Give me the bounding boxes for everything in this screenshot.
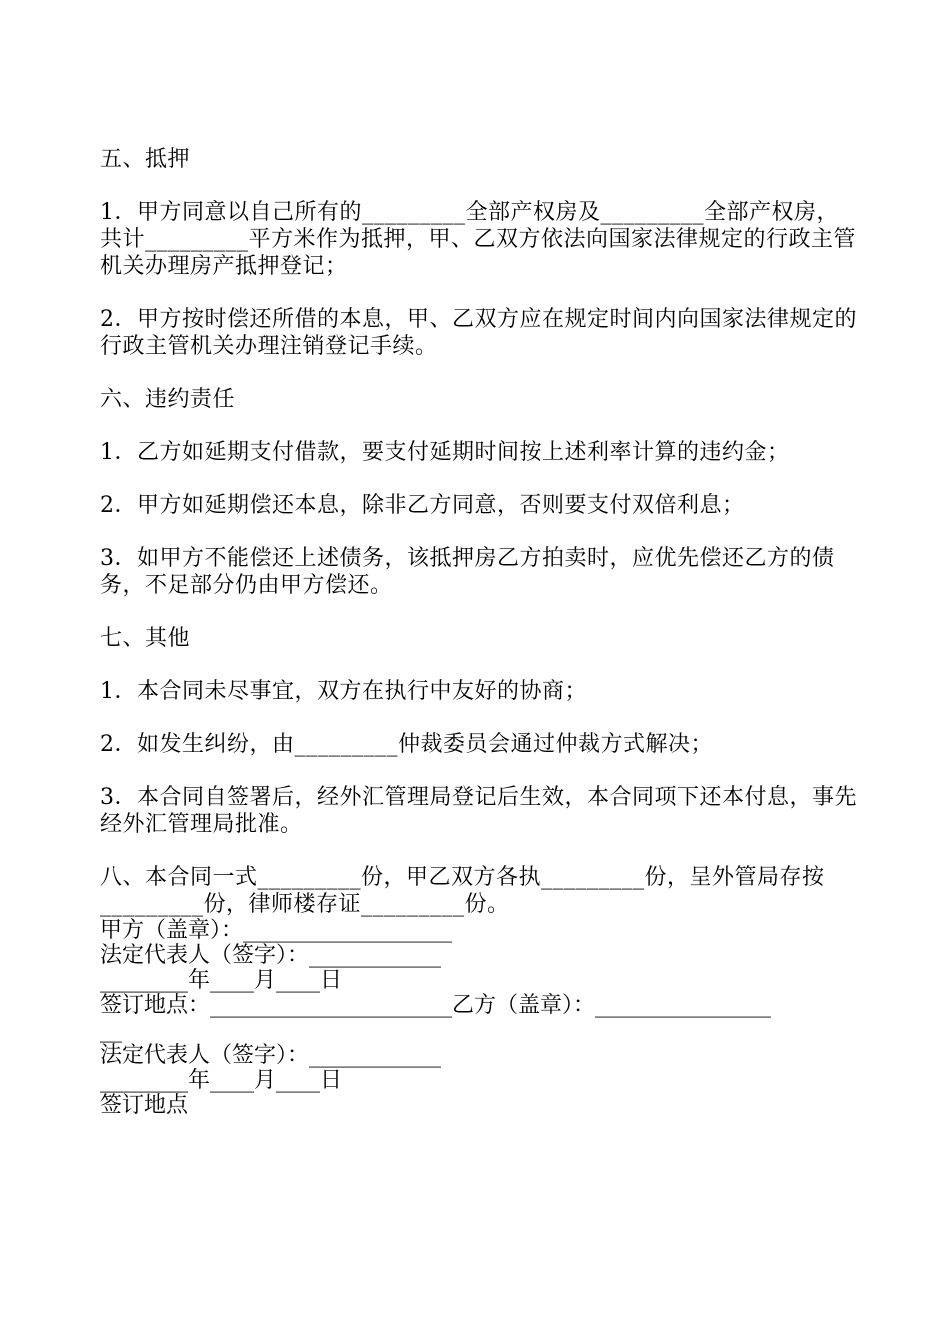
section-5-heading: 五、抵押 <box>100 147 191 172</box>
party-a-seal-line: 甲方（盖章）：___________________ <box>100 918 453 943</box>
section-6-clause-2: 2．甲方如延期偿还本息，除非乙方同意，否则要支付双倍利息； <box>100 493 745 518</box>
section-6-heading: 六、违约责任 <box>100 387 236 412</box>
party-a-representative-line: 法定代表人（签字）：____________ <box>100 943 442 968</box>
section-5-clause-1: 1．甲方同意以自己所有的_________全部产权房及_________全部产权房，共计_________平方米作为抵押，甲、乙双方依法向国家法律规定的行政主管机关办理房产抵押登记； <box>100 200 857 279</box>
party-b-representative-line: 法定代表人（签字）：____________ <box>100 1043 442 1068</box>
section-7-clause-2: 2．如发生纠纷，由_________仲裁委员会通过仲裁方式解决； <box>100 732 713 757</box>
section-6-clause-1: 1．乙方如延期支付借款，要支付延期时间按上述利率计算的违约金； <box>100 440 790 465</box>
section-7-heading: 七、其他 <box>100 626 191 651</box>
party-b-place-line: 签订地点 <box>100 1093 189 1118</box>
section-5-clause-2: 2．甲方按时偿还所借的本息，甲、乙双方应在规定时间内向国家法律规定的行政主管机关办理注销登记手续。 <box>100 307 857 359</box>
overflow-underline: __ <box>100 1018 122 1043</box>
section-7-clause-1: 1．本合同未尽事宜，双方在执行中友好的协商； <box>100 679 587 704</box>
party-a-date-line: ________年____月____日 <box>100 968 343 993</box>
section-8-copies: 八、本合同一式_________份，甲乙双方各执_________份，呈外管局存按_________份，律师楼存证_________份。 <box>100 865 825 917</box>
party-a-place-party-b-seal-line: 签订地点：______________________乙方（盖章）：________________ <box>100 993 772 1018</box>
party-b-date-line: ________年____月____日 <box>100 1068 343 1093</box>
section-7-clause-3: 3．本合同自签署后，经外汇管理局登记后生效，本合同项下还本付息，事先经外汇管理局批准。 <box>100 785 857 837</box>
section-6-clause-3: 3．如甲方不能偿还上述债务，该抵押房乙方拍卖时，应优先偿还乙方的债务，不足部分仍由甲方偿还。 <box>100 546 835 598</box>
signature-block <box>100 918 860 1118</box>
contract-page <box>100 146 860 1118</box>
